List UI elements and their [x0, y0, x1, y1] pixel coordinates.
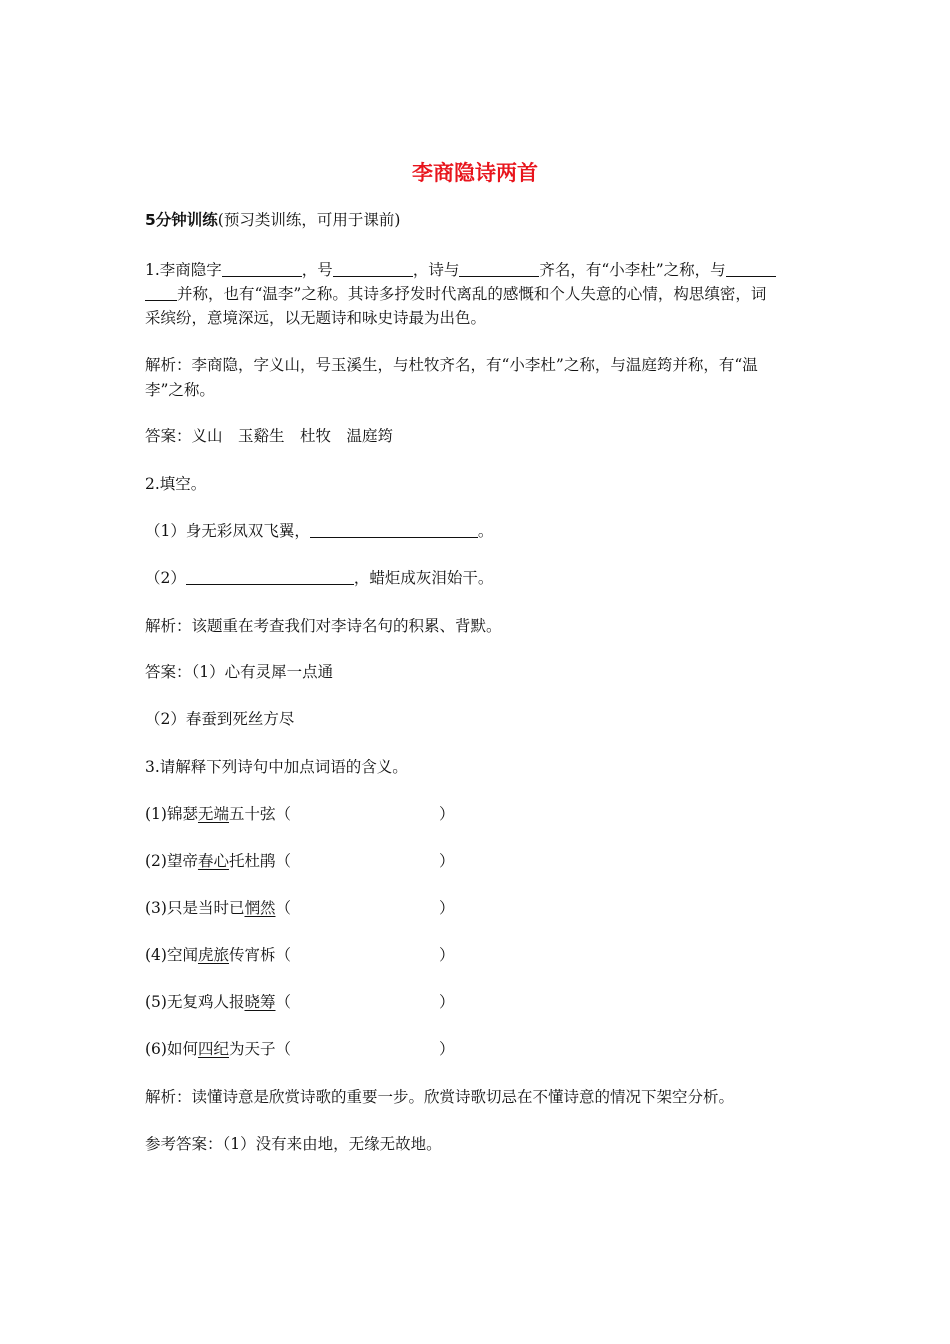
item-text: 如何: [166, 1040, 198, 1058]
item-text: ）: [439, 946, 455, 964]
underlined-word: 惘然: [244, 899, 276, 917]
q2-text: （2）: [145, 569, 186, 587]
item-text: 传宵柝（: [229, 946, 292, 964]
q3-item: [145, 896, 810, 920]
q1-text: 1.李商隐字: [145, 261, 222, 279]
q1-line-1: [145, 258, 810, 282]
q2-answer-1: 答案：（1）心有灵犀一点通: [145, 663, 334, 681]
q1-text: 并称，也有“温李”之称。其诗多抒发时代离乱的感慨和个人失意的心情，构思缜密，词: [177, 285, 767, 303]
q1-analysis-2: 李”之称。: [145, 381, 215, 399]
underlined-word: 晓筹: [244, 993, 276, 1011]
item-number: (2): [145, 852, 167, 870]
item-text: ）: [439, 899, 455, 917]
blank-line: [222, 260, 302, 277]
item-text: 托杜鹃（: [229, 852, 292, 870]
item-number: (4): [145, 946, 167, 964]
q3-analysis: 解析：读懂诗意是欣赏诗歌的重要一步。欣赏诗歌切忌在不懂诗意的情况下架空分析。: [145, 1088, 735, 1106]
underlined-word: 春心: [197, 852, 229, 870]
underlined-word: 虎旅: [197, 946, 229, 964]
item-text: 锦瑟: [166, 805, 198, 823]
blank-line: [459, 260, 539, 277]
item-text: （: [275, 899, 292, 917]
blank-line: [186, 568, 354, 585]
item-text: 只是当时已: [166, 899, 245, 917]
q3-item: [145, 1037, 810, 1061]
q3-title: 3.请解释下列诗句中加点词语的含义。: [145, 758, 408, 776]
item-text: ）: [439, 805, 455, 823]
item-text: （: [275, 993, 292, 1011]
q3-item: [145, 849, 810, 873]
q2-analysis: 解析：该题重在考查我们对李诗名句的积累、背默。: [145, 617, 502, 635]
item-number: (6): [145, 1040, 167, 1058]
item-number: (5): [145, 993, 167, 1011]
q2-item-2: [145, 566, 810, 590]
item-text: 五十弦（: [229, 805, 292, 823]
q2-text: ，蜡炬成灰泪始干。: [353, 569, 494, 587]
q2-text: （1）身无彩凤双飞翼，: [145, 522, 310, 540]
q2-title: 2.填空。: [145, 475, 207, 493]
q3-item: [145, 943, 810, 967]
item-text: ）: [439, 852, 455, 870]
blank-line: [310, 521, 478, 538]
underlined-word: 无端: [197, 805, 229, 823]
item-text: ）: [439, 1040, 455, 1058]
q3-item: [145, 990, 810, 1014]
blank-line: [726, 260, 776, 277]
q1-text: ，号: [301, 261, 333, 279]
q2-item-1: [145, 519, 810, 543]
q1-text: ，诗与: [412, 261, 460, 279]
q3-item: [145, 802, 810, 826]
item-text: ）: [439, 993, 455, 1011]
underlined-word: 四纪: [197, 1040, 229, 1058]
blank-line: [333, 260, 413, 277]
document-title: 李商隐诗两首: [412, 161, 538, 185]
item-text: 无复鸡人报: [166, 993, 245, 1011]
item-text: 空闻: [166, 946, 198, 964]
section-header: [145, 208, 810, 232]
item-text: 望帝: [166, 852, 198, 870]
item-number: (3): [145, 899, 167, 917]
item-number: (1): [145, 805, 167, 823]
q3-answer: 参考答案：（1）没有来由地，无缘无故地。: [145, 1135, 442, 1153]
q1-analysis-1: 解析：李商隐，字义山，号玉溪生，与杜牧齐名，有“小李杜”之称，与温庭筠并称，有“温: [145, 356, 758, 374]
blank-line: [145, 284, 177, 301]
q1-line-2: [145, 282, 810, 306]
section-heading: 5分钟训练: [145, 211, 218, 229]
q2-answer-2: （2）春蚕到死丝方尽: [145, 710, 295, 728]
section-subtitle: (预习类训练，可用于课前): [217, 211, 401, 229]
q1-text: 齐名，有“小李杜”之称，与: [539, 261, 726, 279]
q1-answer: 答案：义山 玉谿生 杜牧 温庭筠: [145, 427, 394, 445]
q2-text: 。: [477, 522, 494, 540]
item-text: 为天子（: [229, 1040, 292, 1058]
q1-line-3: 采缤纷，意境深远，以无题诗和咏史诗最为出色。: [145, 309, 487, 327]
